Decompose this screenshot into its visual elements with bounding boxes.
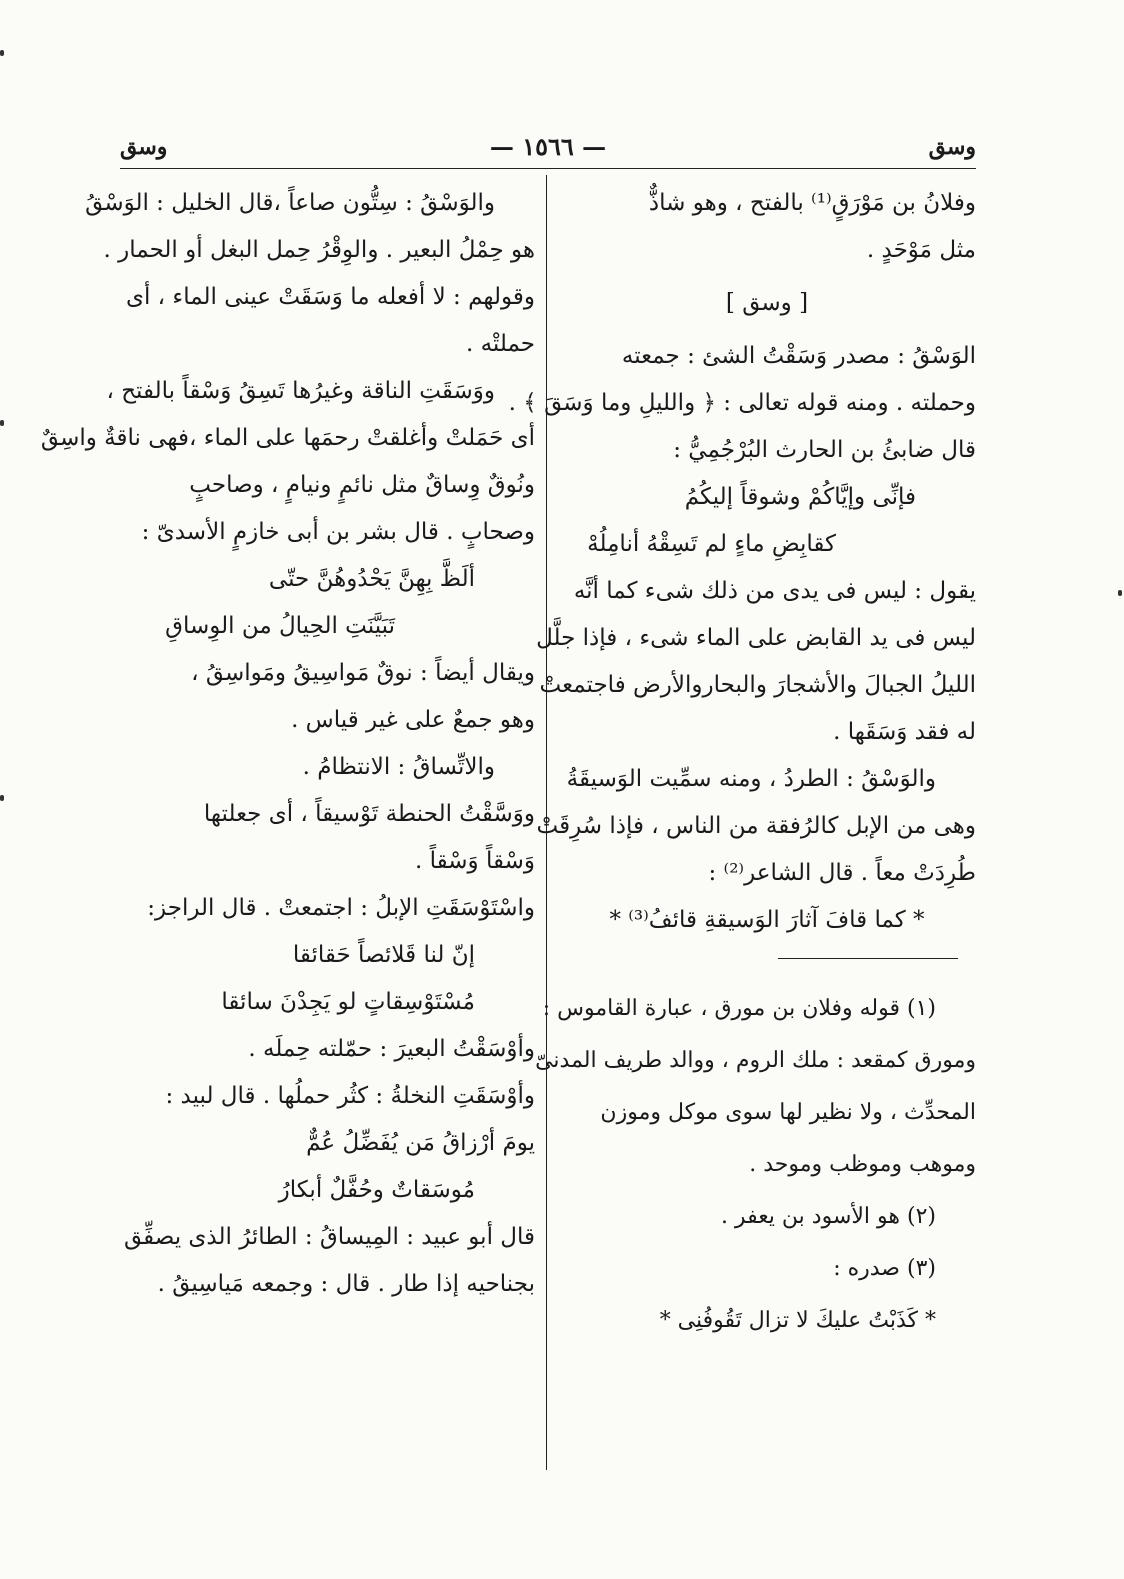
- text-line: يقول : ليس فى يدى من ذلك شىء كما أنَّه: [573, 578, 976, 604]
- header-keyword-left: وسق: [120, 134, 168, 160]
- text-line: والوَسْقُ : الطردُ ، ومنه سمِّيت الوَسيقَةُ: [566, 766, 936, 792]
- scan-speck: [1118, 590, 1122, 596]
- text-line: وصحابٍ . قال بشر بن أبى خازمٍ الأسدىّ :: [141, 519, 535, 545]
- text-line: طُرِدَتْ معاً . قال الشاعر⁽²⁾ :: [708, 860, 976, 886]
- text-line: الوَسْقُ : مصدر وَسَقْتُ الشئ : جمعته: [621, 343, 976, 369]
- text-line: مثل مَوْحَدٍ .: [866, 237, 976, 263]
- verse-line: كقابِضِ ماءٍ لم تَسِقْهُ أنامِلُهْ: [587, 531, 836, 557]
- left-column: [40, 180, 535, 1308]
- text-line: ووَسَّقْتُ الحنطة تَوْسيقاً ، أى جعلتها: [203, 801, 535, 827]
- section-heading: [ وسق ]: [725, 290, 809, 316]
- footnote-line: (٢) هو الأسود بن يعفر .: [720, 1204, 936, 1229]
- text-line: ونُوقٌ وِساقٌ مثل نائمٍ ونيامٍ ، وصاحبٍ: [189, 472, 535, 498]
- scan-speck: [0, 50, 4, 56]
- text-line: وَسْقاً وَسْقاً .: [415, 848, 535, 874]
- text-line: وقولهم : لا أفعله ما وَسَقَتْ عينى الماء ، أى: [125, 284, 535, 310]
- footnote-line: (١) قوله وفلان بن مورق ، عبارة القاموس :: [542, 996, 936, 1021]
- right-column: [508, 180, 976, 1347]
- text-line: وأوْسَقَتِ النخلةُ : كثُر حملُها . قال لبيد :: [165, 1083, 535, 1109]
- text-line: قال ضابئُ بن الحارث البُرْجُمِيُّ :: [673, 437, 976, 463]
- text-line: والوَسْقُ : سِتُّون صاعاً ،قال الخليل : الوَسْقُ: [85, 190, 495, 216]
- page-header: [120, 128, 976, 168]
- text-line: ويقال أيضاً : نوقٌ مَواسِيقُ ومَواسِقُ ،: [191, 660, 535, 686]
- text-line: ووَسَقَتِ الناقة وغيرُها تَسِقُ وَسْقاً بالفتح ،: [106, 378, 495, 404]
- footnotes: [535, 983, 976, 1347]
- text-line: واسْتَوْسَقَتِ الإبلُ : اجتمعتْ . قال الراجز:: [147, 895, 535, 921]
- footnote-line: المحدِّث ، ولا نظير لها سوى موكل وموزن: [600, 1100, 976, 1125]
- text-line: وهو جمعٌ على غير قياس .: [291, 707, 535, 733]
- footnote-line: * كَذَبْتُ عليكَ لا تزال تَقُوفُنِى *: [659, 1308, 936, 1333]
- text-line: قال أبو عبيد : المِيساقُ : الطائرُ الذى يصفِّق: [123, 1224, 535, 1250]
- text-line: الليلُ الجبالَ والأشجارَ والبحاروالأرض فاجتمعتْ: [539, 672, 976, 698]
- text-line: وأوْسَقْتُ البعيرَ : حمّلته حِملَه .: [248, 1036, 535, 1062]
- text-line: هو حِمْلُ البعير . والوِقْرُ حِمل البغل أو الحمار .: [103, 237, 535, 263]
- verse-line: تَبَيَّنَتِ الحِيالُ من الوِساقِ: [165, 613, 395, 639]
- text-line: وهى من الإبل كالرُفقة من الناس ، فإذا سُرِقَتْ: [536, 813, 976, 839]
- text-line: وحملته . ومنه قوله تعالى : ﴿ والليلِ وما وَسَقَ ﴾ .: [508, 390, 976, 416]
- verse-line: فإنِّى وإيَّاكُمْ وشوقاً إليكُمُ: [684, 484, 916, 510]
- scan-speck: [0, 795, 4, 801]
- text-line: بجناحيه إذا طار . قال : وجمعه مَياسِيقُ .: [157, 1271, 535, 1297]
- header-keyword-right: وسق: [928, 134, 976, 160]
- footnote-line: وموهب وموظب وموحد .: [749, 1152, 976, 1177]
- text-line: والاتِّساقُ : الانتظامُ .: [302, 754, 495, 780]
- text-line: وفلانُ بن مَوْرَقٍ⁽¹⁾ بالفتح ، وهو شاذٌّ: [648, 190, 976, 216]
- verse-line: يومَ أرْزاقُ مَن يُفَضِّلُ عُمٌّ: [306, 1130, 535, 1156]
- footnote-line: (٣) صدره :: [833, 1256, 936, 1281]
- verse-line: مُسْتَوْسِقاتٍ لو يَجِدْنَ سائقا: [221, 989, 475, 1015]
- text-line: أى حَمَلتْ وأغلقتْ رحمَها على الماء ،فهى ناقةٌ واسِقٌ: [40, 425, 535, 451]
- text-line: ليس فى يد القابض على الماء شىء ، فإذا جلَّل: [536, 625, 976, 651]
- text-line: له فقد وَسَقَها .: [833, 719, 976, 745]
- verse-line: إنّ لنا قَلائصاً حَقائقا: [292, 942, 475, 968]
- verse-line: مُوسَقاتٌ وحُفَّلٌ أبكارُ: [278, 1177, 475, 1203]
- verse-line: ألَظَّ بِهِنَّ يَحْدُوهُنَّ حتّى: [268, 566, 475, 592]
- page-number: — ١٥٦٦ —: [489, 132, 607, 161]
- header-rule: [120, 168, 976, 169]
- scan-speck: [0, 420, 4, 426]
- footnote-rule: [778, 958, 958, 959]
- verse-line: * كما قافَ آثارَ الوَسيقةِ قائفُ⁽³⁾ *: [609, 907, 925, 933]
- text-line: حملتْه .: [465, 331, 535, 357]
- footnote-line: ومورق كمقعد : ملك الروم ، ووالد طريف المدنىّ: [535, 1048, 976, 1073]
